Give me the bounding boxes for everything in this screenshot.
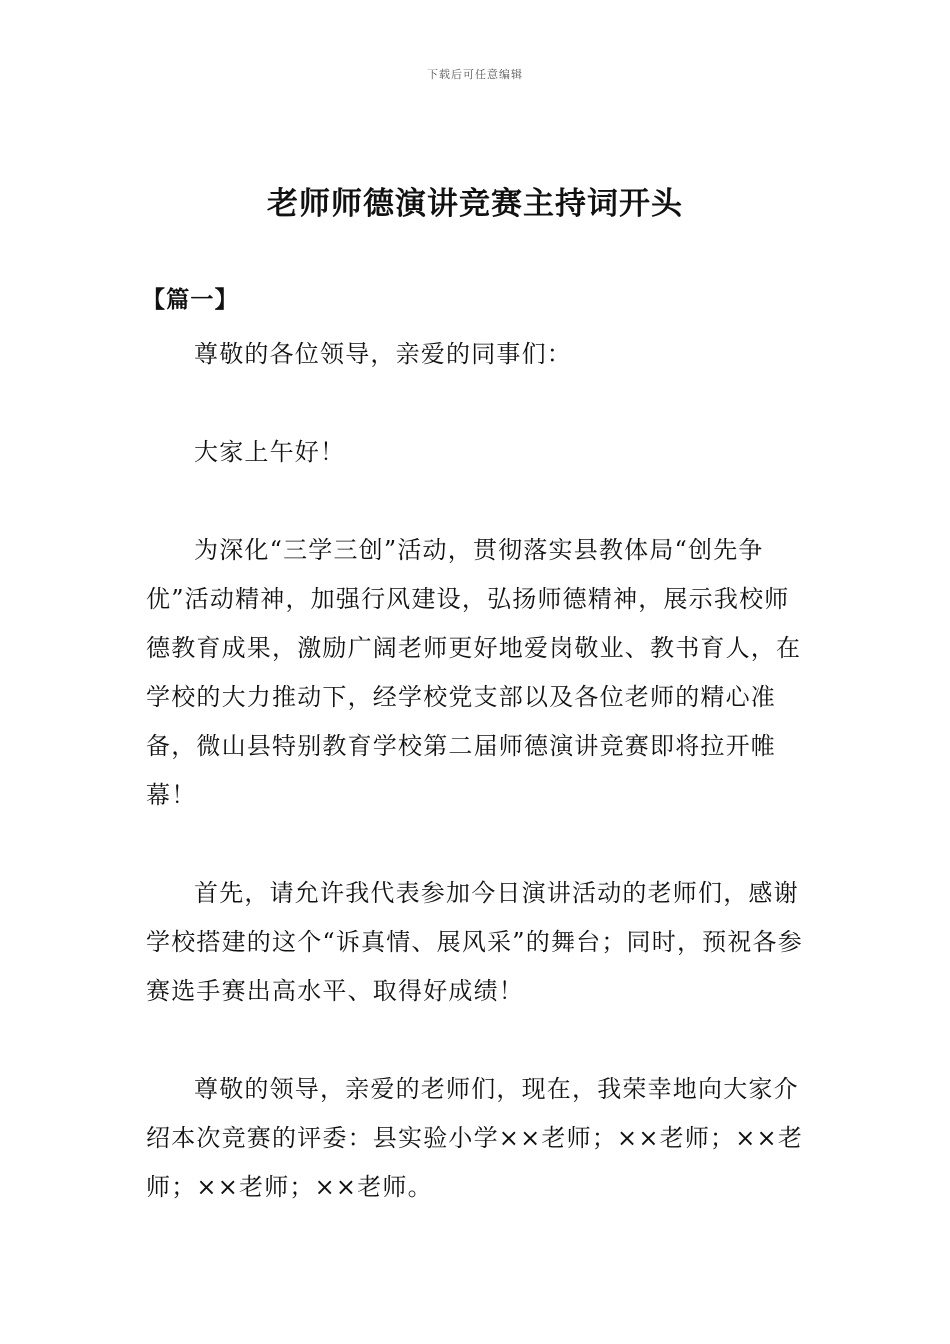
paragraph-thanks: 首先，请允许我代表参加今日演讲活动的老师们，感谢学校搭建的这个“诉真情、展风采”的舞台；同时，预祝各参赛选手赛出高水平、取得好成绩！ xyxy=(146,879,803,1005)
document-body xyxy=(142,284,810,1212)
paragraph-introduction: 为深化“三学三创”活动，贯彻落实县教体局“创先争优”活动精神，加强行风建设，弘扬师德精神，展示我校师德教育成果，激励广阔老师更好地爱岗敬业、教书育人，在学校的大力推动下，经学校党支部以及各位老师的精心准备，微山县特别教育学校第二届师德演讲竞赛即将拉开帷幕！ xyxy=(146,536,802,809)
page-header-note: 下载后可任意编辑 xyxy=(427,68,523,81)
paragraph-judges: 尊敬的领导，亲爱的老师们，现在，我荣幸地向大家介绍本次竞赛的评委：县实验小学××老师；××老师；××老师；××老师；××老师。 xyxy=(146,1075,804,1201)
paragraph-greeting: 大家上午好！ xyxy=(194,438,346,466)
section-label: 【篇一】 xyxy=(142,287,239,313)
document-title: 老师师德演讲竞赛主持词开头 xyxy=(267,186,683,222)
paragraph-salutation: 尊敬的各位领导，亲爱的同事们： xyxy=(194,340,572,368)
